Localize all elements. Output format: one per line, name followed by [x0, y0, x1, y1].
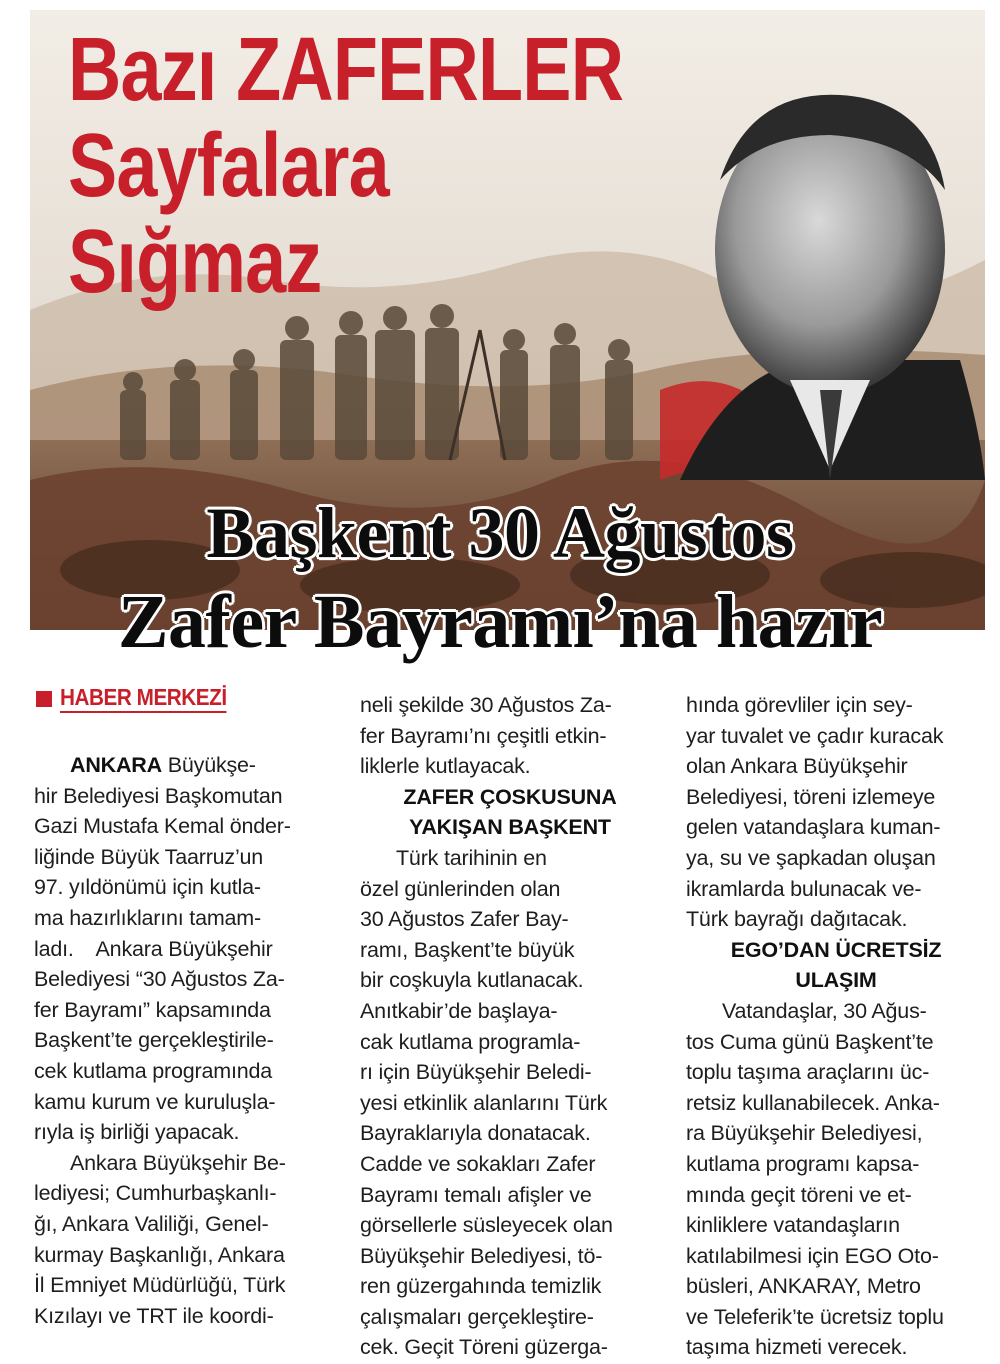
byline-text: HABER MERKEZİ: [60, 684, 227, 713]
article-line: Bayramı temalı afişler ve: [360, 1182, 592, 1207]
banner-line-1: Bazı ZAFERLER: [68, 20, 624, 120]
banner-line-3: Sığmaz: [68, 212, 322, 312]
article-line: 30 Ağustos Zafer Bay-: [360, 907, 569, 932]
article-line: ladı. Ankara Büyükşehir: [34, 936, 273, 961]
main-title-line-2: Zafer Bayramı’na hazır: [117, 580, 883, 664]
article-line: Cadde ve sokakları Zafer: [360, 1151, 596, 1176]
article-line: gelen vatandaşlara kuman-: [686, 815, 941, 840]
main-title-line-1: Başkent 30 Ağustos: [206, 493, 794, 573]
article-line: Bayraklarıyla donatacak.: [360, 1121, 591, 1146]
article-line: İl Emniyet Müdürlüğü, Türk: [34, 1273, 286, 1298]
article-line: çalışmaları gerçekleştire-: [360, 1304, 594, 1329]
article-line: olan Ankara Büyükşehir: [686, 754, 908, 779]
article-line: kinliklere vatandaşların: [686, 1213, 900, 1238]
article-line: kurmay Başkanlığı, Ankara: [34, 1242, 285, 1267]
article-line: mında geçit töreni ve et-: [686, 1182, 912, 1207]
article-line: özel günlerinden olan: [360, 876, 561, 901]
article-line: liklerle kutlayacak.: [360, 754, 531, 779]
subheading-zafer-coskusu-line-1: ZAFER ÇOSKUSUNA: [403, 784, 617, 809]
article-line: büsleri, ANKARAY, Metro: [686, 1274, 921, 1299]
article-line: retsiz kullanabilecek. Anka-: [686, 1090, 940, 1115]
article-line: ya, su ve şapkadan oluşan: [686, 845, 936, 870]
article-line: ANKARA Büyükşe-: [70, 753, 256, 777]
article-line: ramı, Başkent’te büyük: [360, 937, 575, 962]
article-line: yar tuvalet ve çadır kuracak: [686, 723, 944, 748]
article-line: liğinde Büyük Taarruz’un: [34, 844, 264, 869]
article-line: cak kutlama programla-: [360, 1029, 581, 1054]
article-line: bir coşkuyla kutlanacak.: [360, 968, 584, 993]
article-line: kutlama programı kapsa-: [686, 1151, 920, 1176]
article-line: taşıma hizmeti verecek.: [686, 1335, 908, 1360]
article-line: Kızılayı ve TRT ile koordi-: [34, 1303, 274, 1328]
article-line: Gazi Mustafa Kemal önder-: [34, 814, 291, 839]
article-line: ikramlarda bulunacak ve-: [686, 876, 922, 901]
article-column-1: [34, 750, 334, 1331]
article-line: ve Teleferik’te ücretsiz toplu: [686, 1304, 944, 1329]
article-line: Başkent’te gerçekleştirile-: [34, 1028, 274, 1053]
article-column-3: [686, 690, 986, 1363]
article-line: Türk bayrağı dağıtacak.: [686, 907, 908, 932]
hero-image: [0, 0, 1000, 670]
article-line: tos Cuma günü Başkent’te: [686, 1029, 934, 1054]
article-line: lediyesi; Cumhurbaşkanlı-: [34, 1181, 277, 1206]
article-line: cek kutlama programında: [34, 1058, 272, 1083]
article-line: Vatandaşlar, 30 Ağus-: [722, 998, 927, 1023]
subheading-zafer-coskusu-line-2: YAKIŞAN BAŞKENT: [409, 815, 611, 840]
article-line: kamu kurum ve kuruluşla-: [34, 1089, 276, 1114]
banner-headline: [68, 22, 623, 310]
article-line: fer Bayramı’nı çeşitli etkin-: [360, 723, 607, 748]
article-line: ğı, Ankara Valiliği, Genel-: [34, 1211, 269, 1236]
article-line: Büyükşehir Belediyesi, tö-: [360, 1243, 603, 1268]
byline-square-icon: [36, 691, 52, 707]
article-line: hir Belediyesi Başkomutan: [34, 783, 283, 808]
article-lead-word: ANKARA: [70, 753, 162, 777]
article-line: rı için Büyükşehir Beledi-: [360, 1060, 592, 1085]
article-line: Türk tarihinin en: [396, 845, 547, 870]
article-column-2: [360, 690, 660, 1363]
article-line: katılabilmesi için EGO Oto-: [686, 1243, 939, 1268]
article-line: yesi etkinlik alanlarını Türk: [360, 1090, 608, 1115]
banner-line-2: Sayfalara: [68, 116, 389, 216]
article-line: Ankara Büyükşehir Be-: [70, 1150, 286, 1175]
subheading-ego-line-1: EGO’DAN ÜCRETSİZ: [730, 937, 942, 962]
article-line: neli şekilde 30 Ağustos Za-: [360, 693, 612, 717]
article-line: Belediyesi “30 Ağustos Za-: [34, 967, 285, 992]
article-line: ren güzergahında temizlik: [360, 1274, 602, 1299]
article-line: 97. yıldönümü için kutla-: [34, 875, 261, 900]
article-line: ra Büyükşehir Belediyesi,: [686, 1121, 923, 1146]
article-line: rıyla iş birliği yapacak.: [34, 1120, 240, 1145]
article-line: toplu taşıma araçlarını üc-: [686, 1060, 930, 1085]
byline: [36, 684, 245, 713]
article-line: görsellerle süsleyecek olan: [360, 1213, 613, 1238]
article-line: fer Bayramı” kapsamında: [34, 997, 271, 1022]
article-line: cek. Geçit Töreni güzerga-: [360, 1335, 608, 1360]
subheading-ego-line-2: ULAŞIM: [795, 968, 877, 993]
article-line: ma hazırlıklarını tamam-: [34, 905, 261, 930]
article-line: Belediyesi, töreni izlemeye: [686, 784, 936, 809]
article-line: hında görevliler için sey-: [686, 693, 913, 717]
article-line: Anıtkabir’de başlaya-: [360, 998, 558, 1023]
